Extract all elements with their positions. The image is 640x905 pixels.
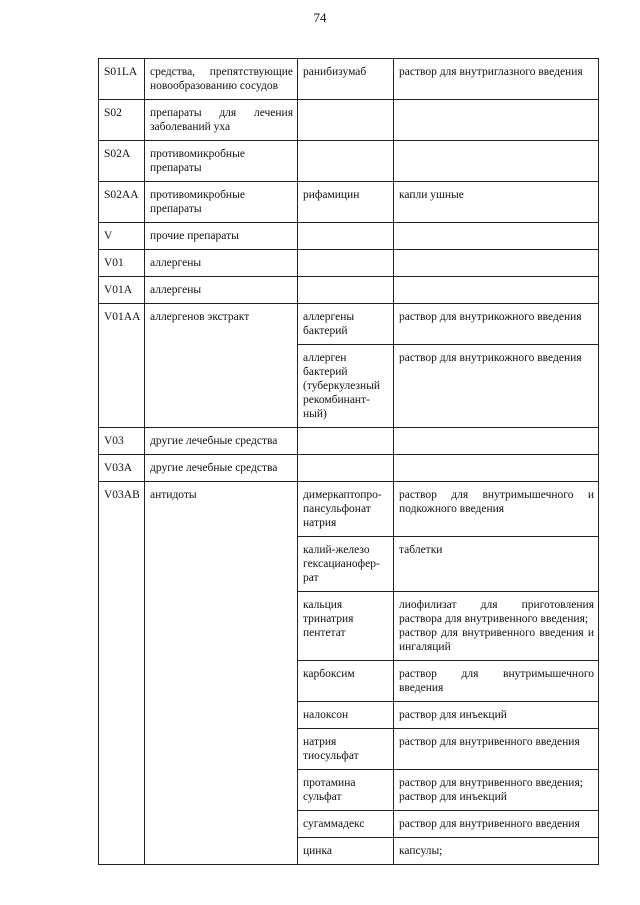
group-name-cell: антидоты [145, 482, 298, 865]
group-name-cell: другие лечебные средства [145, 455, 298, 482]
drug-name-cell: кальция тринатрия пентетат [298, 592, 394, 661]
drug-name-cell: сугаммадекс [298, 811, 394, 838]
table-row [99, 482, 599, 537]
drug-name-cell: димеркаптопро- пансульфонат натрия [298, 482, 394, 537]
drug-name-cell: ранибизумаб [298, 59, 394, 100]
table-row [99, 250, 599, 277]
atc-code-cell: V03A [99, 455, 145, 482]
dosage-form-cell: раствор для внутривенного введения; раствор для инъекций [394, 770, 599, 811]
drug-name-cell: аллергены бактерий [298, 304, 394, 345]
dosage-form-cell: раствор для внутриглазного введения [394, 59, 599, 100]
dosage-form-cell: раствор для внутримышечного введения [394, 661, 599, 702]
table-row [99, 304, 599, 345]
atc-code-cell: V01 [99, 250, 145, 277]
atc-code-cell: S02A [99, 141, 145, 182]
table-row [99, 141, 599, 182]
dosage-form-cell [394, 223, 599, 250]
group-name-cell: препараты для лечения заболеваний уха [145, 100, 298, 141]
group-name-cell: противомикробные препараты [145, 141, 298, 182]
group-name-cell: противомикробные препараты [145, 182, 298, 223]
table-row [99, 277, 599, 304]
table-row [99, 100, 599, 141]
table-row [99, 455, 599, 482]
atc-code-cell: V [99, 223, 145, 250]
dosage-form-cell: раствор для внутрикожного введения [394, 345, 599, 428]
dosage-form-cell: раствор для внутрикожного введения [394, 304, 599, 345]
dosage-form-cell [394, 250, 599, 277]
dosage-form-cell: таблетки [394, 537, 599, 592]
table-row [99, 59, 599, 100]
drug-name-cell: натрия тиосульфат [298, 729, 394, 770]
drug-name-cell [298, 141, 394, 182]
drug-name-cell: карбоксим [298, 661, 394, 702]
dosage-form-cell: капли ушные [394, 182, 599, 223]
drug-name-cell: аллерген бактерий (туберкулезный рекомбинант- ный) [298, 345, 394, 428]
dosage-form-cell: капсулы; [394, 838, 599, 865]
dosage-form-cell: раствор для внутривенного введения [394, 729, 599, 770]
atc-code-cell: V03AB [99, 482, 145, 865]
group-name-cell: аллергены [145, 277, 298, 304]
dosage-form-cell [394, 455, 599, 482]
drug-name-cell [298, 250, 394, 277]
atc-code-cell: S01LA [99, 59, 145, 100]
dosage-form-cell: раствор для инъекций [394, 702, 599, 729]
drug-name-cell: рифамицин [298, 182, 394, 223]
table-row [99, 182, 599, 223]
dosage-form-cell [394, 277, 599, 304]
table-row [99, 428, 599, 455]
drug-name-cell [298, 100, 394, 141]
drug-name-cell: цинка [298, 838, 394, 865]
dosage-form-cell: раствор для внутривенного введения [394, 811, 599, 838]
drug-name-cell [298, 223, 394, 250]
atc-code-cell: V03 [99, 428, 145, 455]
group-name-cell: средства, препятствующие новообразованию сосудов [145, 59, 298, 100]
dosage-form-cell [394, 428, 599, 455]
table-row [99, 223, 599, 250]
atc-code-cell: S02 [99, 100, 145, 141]
atc-code-cell: V01A [99, 277, 145, 304]
drug-name-cell [298, 428, 394, 455]
drug-name-cell: калий-железо гексацианофер- рат [298, 537, 394, 592]
group-name-cell: аллергены [145, 250, 298, 277]
group-name-cell: другие лечебные средства [145, 428, 298, 455]
group-name-cell: аллергенов экстракт [145, 304, 298, 428]
dosage-form-cell [394, 100, 599, 141]
group-name-cell: прочие препараты [145, 223, 298, 250]
drug-table-body [99, 59, 599, 865]
dosage-form-cell: лиофилизат для приготовления раствора для внутривенного введения; раствор для внутривенного введения и ингаляций [394, 592, 599, 661]
drug-name-cell: налоксон [298, 702, 394, 729]
atc-code-cell: V01AA [99, 304, 145, 428]
dosage-form-cell [394, 141, 599, 182]
drug-name-cell [298, 455, 394, 482]
drug-table [98, 58, 599, 865]
page-number: 74 [313, 10, 327, 25]
dosage-form-cell: раствор для внутримышечного и подкожного введения [394, 482, 599, 537]
drug-name-cell: протамина сульфат [298, 770, 394, 811]
drug-name-cell [298, 277, 394, 304]
atc-code-cell: S02AA [99, 182, 145, 223]
